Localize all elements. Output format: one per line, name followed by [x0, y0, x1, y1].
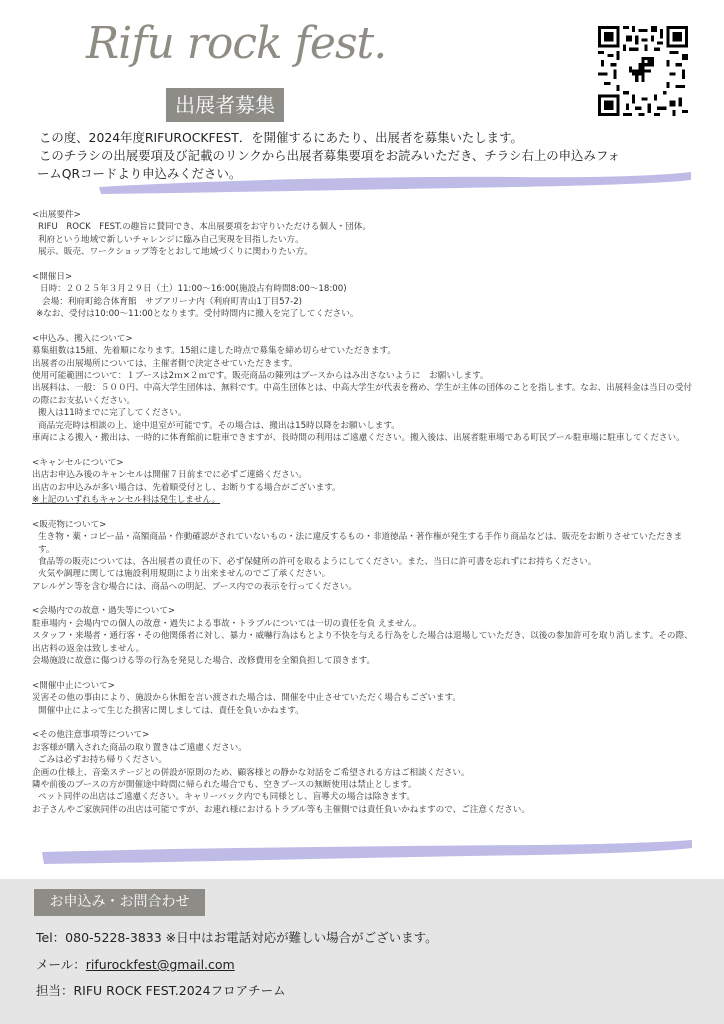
tel-number[interactable]: Tel：080-5228-3833 — [36, 930, 162, 945]
section-cancel — [32, 457, 694, 507]
contact-mail — [36, 955, 235, 973]
section-heading: <申込み、搬入について> — [32, 333, 133, 344]
list-item: 搬入は11時までに完了してください。 — [38, 408, 187, 419]
list-item: ペット同伴の出店はご遠慮ください。キャリーバック内でも同様とし、盲導犬の場合は除きます。 — [38, 792, 416, 803]
contact-tel — [36, 928, 438, 946]
contact-person: 担当：RIFU ROCK FEST.2024フロアチーム — [36, 983, 286, 998]
section-products — [32, 519, 694, 593]
list-item: 車両による搬入・搬出は、一時的に体育館前に駐車できますが、長時間の利用はご遠慮ください。搬入後は、出展者駐車場である町民プール駐車場に駐車してください。 — [32, 433, 685, 444]
section-heading: <開催中止について> — [32, 680, 115, 691]
list-item: 食品等の販売については、各出展者の責任の下、必ず保健所の許可を取るようにしてください。また、当日に許可書を忘れずにお持ちください。 — [38, 556, 597, 567]
mail-link[interactable]: rifurockfest@gmail.com — [85, 957, 235, 972]
intro-line: この度、2024年度RIFUROCKFEST．を開催するにあたり、出展者を募集いたします。 — [39, 130, 523, 145]
contact-heading: お申込み・お問合わせ — [34, 889, 205, 916]
list-item: 災害その他の事由により、施設から休館を言い渡された場合は、開催を中止させていただく場合もございます。 — [32, 693, 462, 704]
intro-line: ームQRコードより申込みください。 — [37, 166, 242, 181]
section-event-cancellation — [32, 680, 694, 717]
cancel-fee-note: ※上記のいずれもキャンセル料は発生しません。 — [32, 495, 221, 506]
section-date — [32, 271, 694, 321]
list-item: 出店のお申込みが多い場合は、先着順受付とし、お断りする場合がございます。 — [32, 482, 341, 493]
list-item: 出店お申込み後のキャンセルは開催７日前までに必ずご連絡ください。 — [32, 470, 308, 481]
list-item: 企画の仕様上、音楽ステージとの併設が原則のため、顧客様との静かな対話をご希望される方はご相談ください。 — [32, 767, 470, 778]
list-item: 火気や調理に関しては施設利用規則により出来ませんのでご了承ください。 — [38, 569, 331, 580]
qr-code-icon[interactable] — [598, 26, 688, 116]
list-item: 駐車場内・会場内での個人の故意・過失による事故・トラブルについては一切の責任を負 えません。 — [32, 618, 422, 629]
section-heading: <その他注意事項等について> — [32, 730, 150, 741]
section-heading: <キャンセルについて> — [32, 457, 124, 468]
section-heading: <出展要件> — [32, 210, 81, 220]
list-item: 日時：２０２５年３月２９日（土）11:00〜16:00(施設占有時間8:00〜18:00) — [40, 284, 347, 295]
list-item: お子さんやご家族同伴の出店は可能ですが、お連れ様におけるトラブル等も主催側では責任負いかねますので、ご注意ください。 — [32, 804, 530, 815]
list-item: 生き物・薬・コピー品・高額商品・作動確認がされていないもの・法に違反するもの・非道徳品・著作権が発生する手作り商品などは、販売をお断りさせていただきます。 — [38, 532, 683, 555]
list-item: 会場施設に故意に傷つける等の行為を発見した場合、改修費用を全額負担して頂きます。 — [32, 656, 376, 667]
list-item: 隣や前後のブースの方が開催途中時間に帰られた場合でも、空きブースの無断使用は禁止とします。 — [32, 779, 417, 790]
section-notes — [32, 729, 694, 816]
list-item: 出展料は、一般：５００円、中高大学生団体は、無料です。中高生団体とは、中高大学生が代表を務め、学生が主体の団体のことを指します。なお、出展料金は当日の受付の際にお支払いください。 — [32, 383, 693, 406]
mail-label: メール： — [36, 957, 86, 972]
intro-line: このチラシの出展要項及び記載のリンクから出展者募集要項をお読みいただき、チラシ右上の申込みフォ — [39, 148, 620, 163]
list-item: 出展者の出展場所については、主催者側で決定させていただきます。 — [32, 358, 298, 369]
list-item: ごみは必ずお持ち帰りください。 — [38, 755, 167, 766]
list-item: 利府という地域で新しいチャレンジに臨み自己実現を目指したい方。 — [38, 234, 304, 245]
list-item: ※なお、受付は10:00〜11:00となります。受付時間内に搬入を完了してください。 — [36, 309, 359, 320]
brush-stroke-top — [95, 168, 695, 196]
list-item: RIFU ROCK FEST.の趣旨に賛同でき、本出展要項をお守りいただける個人・団体。 — [38, 222, 371, 233]
tel-note: ※日中はお電話対応が難しい場合がございます。 — [165, 930, 438, 945]
section-heading: <会場内での故意・過失等について> — [32, 606, 176, 617]
section-heading: <販売物について> — [32, 519, 107, 530]
list-item: アレルゲン等を含む場合には、商品への明記、ブース内での表示を行ってください。 — [32, 581, 357, 592]
list-item: 商品完売時は相談の上、途中退室が可能です。その場合は、搬出は15時以降をお願いします。 — [38, 420, 400, 431]
list-item: 使用可能範囲について：１ブースは2ｍ×２ｍです。販売商品の陳列はブースからはみ出さないように お願いします。 — [32, 371, 489, 382]
list-item: お客様が購入された商品の取り置きはご遠慮ください。 — [32, 742, 247, 753]
page-title: 出展者募集 — [166, 88, 284, 122]
brush-stroke-bottom — [36, 836, 696, 868]
list-item: 開催中止によって生じた損害に関しましては、責任を負いかねます。 — [38, 705, 304, 716]
logo: Rifu rock fest. — [86, 18, 387, 69]
section-heading: <開催日> — [32, 271, 73, 282]
section-accidents — [32, 605, 694, 667]
list-item: 会場：利府町総合体育館 サブアリーナ内（利府町青山1丁目57-2) — [42, 296, 303, 307]
section-application — [32, 333, 694, 445]
section-requirements — [32, 209, 694, 259]
list-item: 展示、販売、ワークショップ等をとおして地域づくりに関わりたい方。 — [38, 247, 313, 258]
list-item: 募集組数は15組、先着順になります。15組に達した時点で募集を締め切らせていただきます。 — [32, 346, 396, 357]
list-item: スタッフ・来場者・通行客・その他関係者に対し、暴力・威嚇行為はもとより不快を与える行為をした場合は退場していただき、以後の参加許可を取り消します。その際、出店料の返金は致しません。 — [32, 631, 693, 654]
requirements-content — [32, 209, 694, 828]
